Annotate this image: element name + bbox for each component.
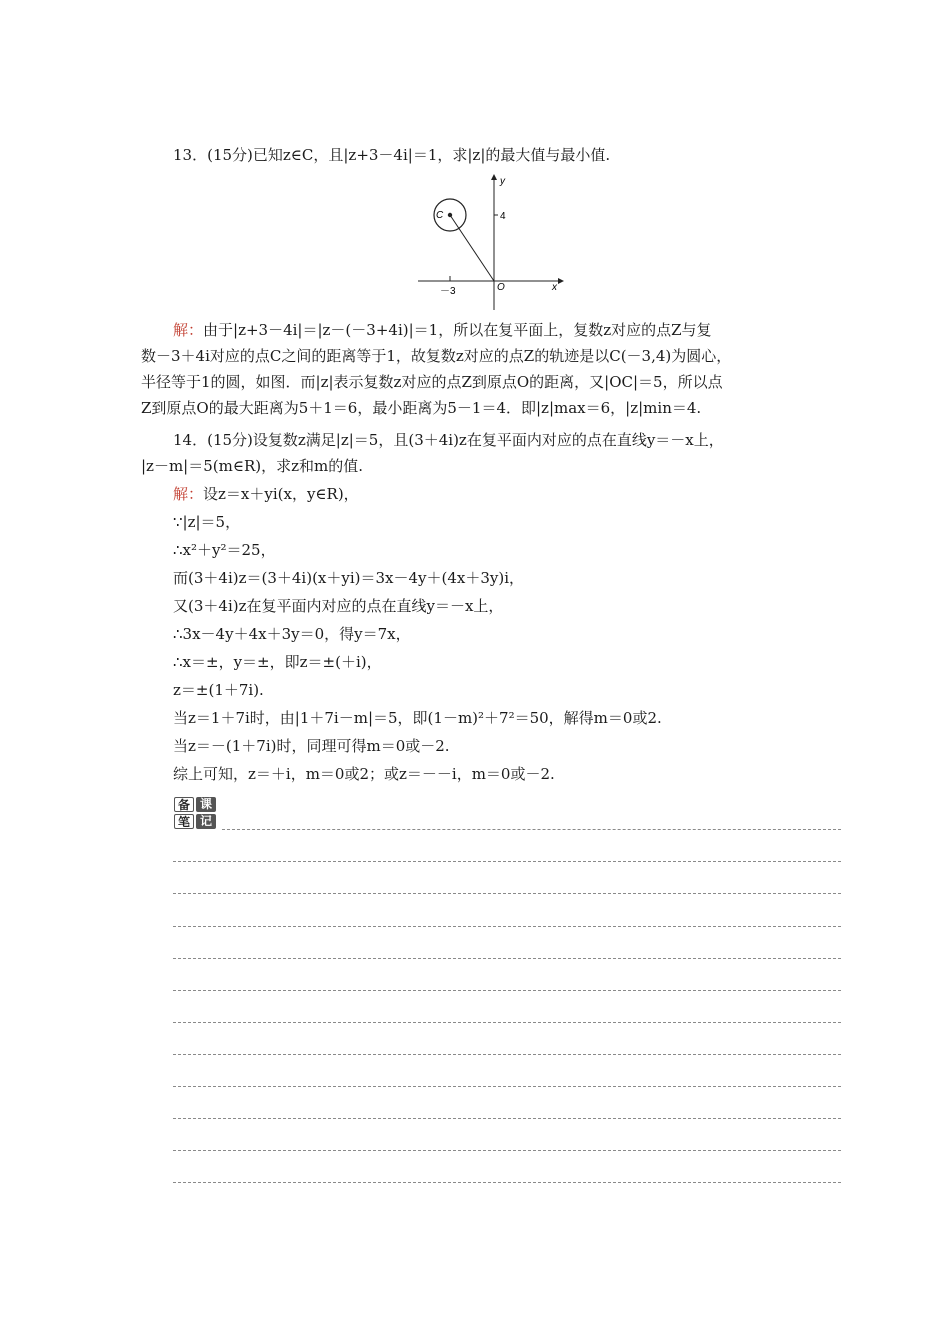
x-axis-arrow [558, 278, 564, 284]
note-line [173, 1086, 841, 1087]
solution-13-line-3: 半径等于1的圆，如图．而|z|表示复数z对应的点Z到原点O的距离，又|OC|＝5，所以点 [141, 373, 723, 391]
solution-13-line-1 [173, 320, 712, 340]
note-line [222, 829, 841, 830]
solution-text: 由于|z+3－4i|＝|z－(－3+4i)|＝1，所以在复平面上，复数z对应的点Z与复 [203, 321, 712, 339]
segment-oc [450, 215, 494, 281]
note-line [173, 1182, 841, 1183]
solution-13-line-2: 数－3＋4i对应的点C之间的距离等于1，故复数z对应的点Z的轨迹是以C(－3,4)为圆心， [141, 347, 732, 365]
y-axis-arrow [491, 174, 497, 180]
solution-14-line-1 [173, 484, 359, 504]
y-tick-label: 4 [500, 211, 506, 222]
center-label: C [436, 210, 444, 221]
notes-char-4: 记 [196, 814, 216, 829]
solution-label: 解： [173, 321, 204, 339]
origin-label: O [497, 282, 505, 293]
note-line [173, 958, 841, 959]
problem-13-question: 13．(15分)已知z∈C，且|z+3－4i|＝1，求|z|的最大值与最小值. [173, 146, 611, 164]
notes-char-3: 笔 [174, 814, 194, 829]
note-line [173, 990, 841, 991]
note-line [173, 893, 841, 894]
solution-14-line-2: ∵|z|＝5， [173, 513, 241, 531]
problem-14-question-line-2: |z－m|＝5(m∈R)，求z和m的值. [141, 457, 363, 475]
solution-14-line-6: ∴3x－4y＋4x＋3y＝0，得y＝7x， [173, 625, 411, 643]
notes-char-1: 备 [174, 797, 194, 812]
note-line [173, 1118, 841, 1119]
solution-label: 解： [173, 485, 204, 503]
solution-14-line-3: ∴x²＋y²＝25， [173, 541, 276, 559]
solution-13-line-4: Z到原点O的最大距离为5＋1＝6，最小距离为5－1＝4．即|z|max＝6，|z|min＝4. [141, 399, 702, 417]
note-line [173, 926, 841, 927]
note-line [173, 1022, 841, 1023]
complex-plane-figure [418, 172, 564, 312]
x-tick-label: －3 [440, 286, 456, 297]
notes-title [172, 797, 220, 831]
solution-14-line-4: 而(3＋4i)z＝(3＋4i)(x＋yi)＝3x－4y＋(4x＋3y)i， [173, 569, 525, 587]
note-line [173, 1150, 841, 1151]
solution-14-line-8: z＝±(1＋7i). [173, 681, 264, 699]
solution-14-line-5: 又(3＋4i)z在复平面内对应的点在直线y＝－x上， [173, 597, 504, 615]
solution-14-line-11: 综上可知，z＝＋i，m＝0或2；或z＝－－i，m＝0或－2. [173, 765, 555, 783]
solution-text: 设z＝x＋yi(x，y∈R)， [203, 485, 359, 503]
solution-14-line-7: ∴x＝±，y＝±，即z＝±(＋i)， [173, 653, 382, 671]
problem-14-question-line-1: 14．(15分)设复数z满足|z|＝5，且(3＋4i)z在复平面内对应的点在直线y＝－x上， [173, 431, 724, 449]
note-line [173, 1054, 841, 1055]
solution-14-line-9: 当z＝1＋7i时，由|1＋7i－m|＝5，即(1－m)²＋7²＝50，解得m＝0或2. [173, 709, 662, 727]
notes-char-2: 课 [196, 797, 216, 812]
y-label: y [500, 176, 505, 187]
center-point [448, 213, 452, 217]
solution-14-line-10: 当z＝－(1＋7i)时，同理可得m＝0或－2. [173, 737, 450, 755]
note-line [173, 861, 841, 862]
x-label: x [552, 282, 557, 293]
